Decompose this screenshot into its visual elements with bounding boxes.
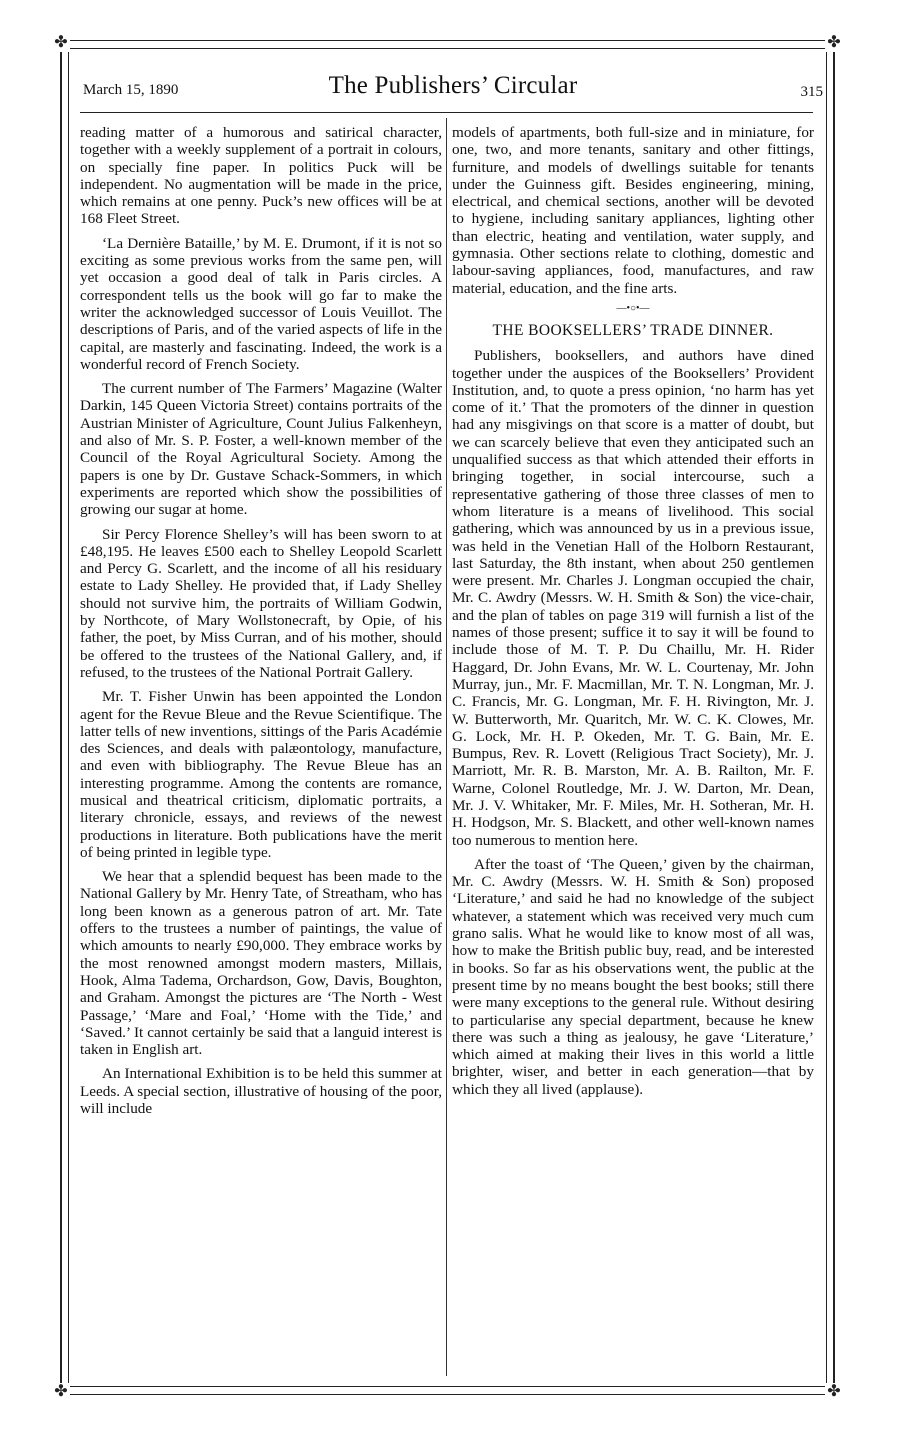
corner-ornament-icon: ✤	[52, 34, 70, 52]
paragraph: An International Exhibition is to be held this summer at Leeds. A special section, illustrative of housing of the poor, will include	[80, 1065, 442, 1118]
border-top-rule	[60, 40, 835, 49]
paragraph: After the toast of ‘The Queen,’ given by the chairman, Mr. C. Awdry (Messrs. W. H. Smith & Son) proposed ‘Literature,’ and said he had no knowledge of the subject whatever, a statement which was received very much cum grano salis. What he would like to know most of all was, how to make the British public buy, read, and be interested in books. So far as his observations went, the public at the present time by no means bought the best books; still there were many exceptions to the general rule. Without desiring to particularise any special department, because he knew there was such a thing as jealousy, he gave ‘Literature,’ which aimed at making their lives in this world a little brighter, wiser, and better in each generation—that by which they all lived (applause).	[452, 855, 814, 1098]
paragraph: reading matter of a humorous and satirical character, together with a weekly supplement of a portrait in colours, on specially fine paper. In politics Puck will be independent. No augmentation will be made in the price, which remains at one penny. Puck’s new offices will be at 168 Fleet Street.	[80, 124, 442, 228]
issue-date: March 15, 1890	[83, 82, 179, 98]
border-bottom-rule	[60, 1386, 835, 1395]
paragraph: Mr. T. Fisher Unwin has been appointed the London agent for the Revue Bleue and the Revue Scientifique. The latter tells of new inventions, sittings of the Paris Académie des Sciences, and deals with palæontology, manufacture, and even with bibliography. The Revue Bleue has an interesting programme. Among the contents are romance, musical and theatrical criticism, diplomatic portraits, a literary chronicle, essays, and reviews of the newest productions in literature. Both publications have the merit of being printed in legible type.	[80, 688, 442, 861]
paragraph: We hear that a splendid bequest has been made to the National Gallery by Mr. Henry Tate, of Streatham, who has long been known as a generous patron of art. Mr. Tate offers to the trustees a number of paintings, the value of which amounts to nearly £90,000. They embrace works by the most renowned amongst modern masters, Millais, Hook, Alma Tadema, Orchardson, Gow, Davis, Boughton, and Graham. Amongst the pictures are ‘The North - West Passage,’ ‘Mare and Foal,’ ‘Home with the Tide,’ and ‘Saved.’ It cannot certainly be said that a languid interest is taken in English art.	[80, 868, 442, 1059]
paragraph: The current number of The Farmers’ Magazine (Walter Darkin, 145 Queen Victoria Street) contains portraits of the Austrian Minister of Agriculture, Count Julius Falkenheyn, and also of Mr. S. P. Foster, a well-known member of the Council of the Royal Agricultural Society. Among the papers is one by Dr. Gustave Schack-Sommers, in which experiments are reported which show the possibilities of growing our sugar at home.	[80, 380, 442, 519]
corner-ornament-icon: ✤	[825, 34, 843, 52]
section-heading: THE BOOKSELLERS’ TRADE DINNER.	[492, 321, 774, 339]
border-right-rule	[826, 40, 835, 1395]
column-divider	[446, 118, 447, 1376]
publication-title: The Publishers’ Circular	[328, 72, 578, 99]
corner-ornament-icon: ✤	[825, 1383, 843, 1401]
paragraph: ‘La Dernière Bataille,’ by M. E. Drumont, if it is not so exciting as some previous works from the same pen, will yet occasion a good deal of talk in Paris circles. A correspondent tells us the book will go far to make the writer the acknowledged successor of Louis Veuillot. The descriptions of Paris, and of the varied aspects of life in the capital, are masterly and fascinating. Indeed, the work is a wonderful record of French Society.	[80, 234, 442, 373]
section-ornament: —•○•—	[616, 302, 650, 314]
paragraph: Sir Percy Florence Shelley’s will has been sworn to at £48,195. He leaves £500 each to Shelley Leopold Scarlett and Percy G. Scarlett, and the income of all his residuary estate to Lady Shelley. He provided that, if Lady Shelley should not survive him, the portraits of William Godwin, by Northcote, of Mary Wollstonecraft, by Opie, of his father, the poet, by Miss Curran, and of his mother, should be offered to the trustees of the National Gallery, and, if refused, to the trustees of the National Portrait Gallery.	[80, 525, 442, 681]
corner-ornament-icon: ✤	[52, 1383, 70, 1401]
left-column	[80, 124, 442, 1124]
paragraph: models of apartments, both full-size and in miniature, for one, two, and more tenants, sanitary and other fittings, furniture, and models of dwellings suitable for tenants under the Guinness gift. Besides engineering, mining, electrical, and chemical sections, another will be devoted to hygiene, including sanitary appliances, lighting other than electric, heating and ventilation, water supply, and gymnasia. Other sections relate to clothing, domestic and labour-saving appliances, food, manufactures, and raw material, education, and the fine arts.	[452, 124, 814, 297]
border-left-rule	[60, 40, 69, 1395]
paragraph: Publishers, booksellers, and authors have dined together under the auspices of the Booksellers’ Provident Institution, and, to quote a press opinion, ‘no harm has yet come of it.’ That the promoters of the dinner in question had any misgivings on that score is a matter of doubt, but we can scarcely believe that even they anticipated such an unqualified success as that which attended their efforts in bringing together, in social intercourse, such a representative gathering of those three classes of men to whom literature is a means of livelihood. This social gathering, which was announced by us in a previous issue, was held in the Venetian Hall of the Holborn Restaurant, last Saturday, the 8th instant, when about 250 gentlemen were present. Mr. Charles J. Longman occupied the chair, Mr. C. Awdry (Messrs. W. H. Smith & Son) the vice-chair, and the plan of tables on page 319 will furnish a list of the names of those present; suffice it to say it will be found to include those of M. T. P. Du Chaillu, Mr. H. Rider Haggard, Dr. John Evans, Mr. W. L. Courtenay, Mr. John Murray, jun., Mr. F. Macmillan, Mr. T. N. Longman, Mr. J. C. Francis, Mr. G. Longman, Mr. F. H. Rivington, Mr. J. W. Butterworth, Mr. Quaritch, Mr. W. C. K. Clowes, Mr. G. Lock, Mr. H. P. Okeden, Mr. T. G. Bain, Mr. E. Bumpus, Rev. R. Lovett (Religious Tract Society), Mr. J. Marriott, Mr. R. B. Marston, Mr. A. B. Railton, Mr. F. Warne, Colonel Routledge, Mr. J. W. Darton, Mr. Dean, Mr. J. V. Whitaker, Mr. F. Miles, Mr. H. Sotheran, Mr. H. H. Hodgson, Mr. S. Blackett, and other well-known names too numerous to mention here.	[452, 347, 814, 849]
page-number: 315	[800, 84, 823, 100]
right-column	[452, 124, 814, 1105]
running-header	[83, 72, 823, 106]
header-rule	[80, 112, 813, 113]
